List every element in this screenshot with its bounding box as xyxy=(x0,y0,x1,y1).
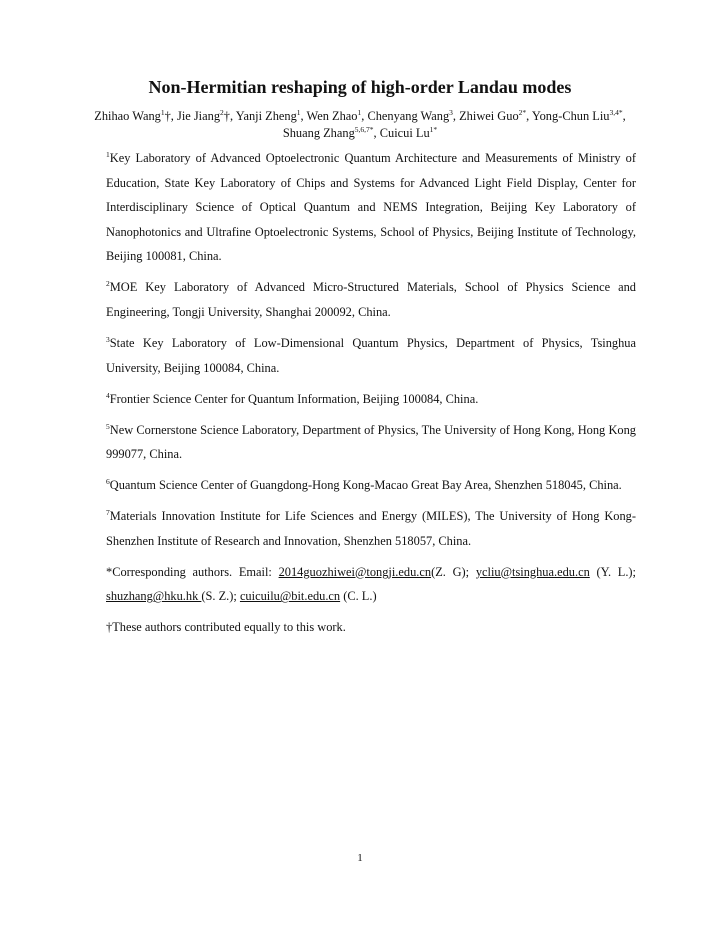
affiliation-5 xyxy=(106,418,636,467)
email-link[interactable]: shuzhang@hku.hk xyxy=(106,589,202,604)
author-separator: , xyxy=(373,126,380,140)
author-separator: , xyxy=(622,109,626,123)
affiliation-2 xyxy=(106,275,636,324)
affiliation-1 xyxy=(106,146,636,269)
affiliation-text: State Key Laboratory of Low-Dimensional Quantum Physics, Department of Physics, Tsinghua University, Beijing 100084, China. xyxy=(106,335,636,375)
author-separator: , xyxy=(452,109,460,123)
email-note: (C. L.) xyxy=(340,589,377,604)
author-separator: , xyxy=(526,109,532,123)
author-affiliation-marker: 1 xyxy=(160,107,165,117)
author-separator: , xyxy=(170,109,177,123)
author-list xyxy=(84,108,636,142)
corresponding-prefix: *Corresponding authors. Email: xyxy=(106,564,279,579)
equal-contribution-mark: † xyxy=(223,109,230,123)
author-affiliation-marker: 3,4* xyxy=(609,107,623,117)
equal-contribution-note: †These authors contributed equally to this work. xyxy=(106,620,346,635)
author-separator: , xyxy=(300,109,307,123)
author-name: Yong-Chun Liu xyxy=(531,109,610,123)
author-separator: , xyxy=(361,109,368,123)
author-affiliation-marker: 3 xyxy=(449,107,453,117)
email-note: (Y. L.); xyxy=(589,564,636,579)
email-link[interactable]: 2014guozhiwei@tongji.edu.cn xyxy=(278,564,432,579)
author-affiliation-marker: 5,6,7* xyxy=(354,124,374,134)
affiliation-number: 2 xyxy=(106,279,110,289)
author-name: Wen Zhao xyxy=(306,109,358,123)
author-affiliation-marker: 2 xyxy=(220,107,224,117)
author-name: Chenyang Wang xyxy=(367,109,450,123)
affiliation-text: Frontier Science Center for Quantum Information, Beijing 100084, China. xyxy=(109,391,479,406)
paper-title: Non-Hermitian reshaping of high-order Landau modes xyxy=(148,77,572,97)
author-affiliation-marker: 1 xyxy=(296,107,301,117)
affiliation-text: Materials Innovation Institute for Life Sciences and Energy (MILES), The University of Hong Kong-Shenzhen Institute of Research and Innovation, Shenzhen 518057, China. xyxy=(106,509,636,548)
author-affiliation-marker: 2* xyxy=(518,107,527,117)
email-link[interactable]: cuicuilu@bit.edu.cn xyxy=(239,589,341,604)
email-link[interactable]: ycliu@tsinghua.edu.cn xyxy=(475,564,590,579)
email-note: (S. Z.); xyxy=(201,589,240,604)
email-note: (Z. G); xyxy=(431,564,476,579)
author-name: Zhihao Wang xyxy=(94,109,161,123)
corresponding-authors xyxy=(106,560,636,609)
author-separator: , xyxy=(229,109,236,123)
affiliation-number: 1 xyxy=(106,149,110,159)
affiliation-number: 6 xyxy=(106,476,110,486)
affiliation-6 xyxy=(106,473,636,498)
author-affiliation-marker: 1 xyxy=(357,107,362,117)
author-name: Cuicui Lu xyxy=(379,126,430,140)
affiliation-7 xyxy=(106,504,636,553)
affiliation-number: 7 xyxy=(106,507,110,517)
affiliation-4 xyxy=(106,387,636,412)
equal-contribution-mark: † xyxy=(164,109,171,123)
affiliation-text: MOE Key Laboratory of Advanced Micro-Structured Materials, School of Physics Science and Engineering, Tongji University, Shanghai 200092, China. xyxy=(106,280,636,319)
page-number: 1 xyxy=(357,852,363,864)
author-name: Jie Jiang xyxy=(177,109,221,123)
affiliation-number: 5 xyxy=(106,421,110,431)
affiliation-number: 3 xyxy=(106,334,110,344)
affiliation-text: Quantum Science Center of Guangdong-Hong Kong-Macao Great Bay Area, Shenzhen 518045, China. xyxy=(109,478,622,493)
author-affiliation-marker: 1* xyxy=(429,124,438,134)
affiliation-3 xyxy=(106,331,636,380)
affiliation-text: New Cornerstone Science Laboratory, Department of Physics, The University of Hong Kong, Hong Kong 999077, China. xyxy=(106,422,636,462)
affiliation-list xyxy=(106,146,636,553)
affiliation-number: 4 xyxy=(106,390,110,400)
author-name: Yanji Zheng xyxy=(235,109,297,123)
affiliations xyxy=(106,146,636,646)
author-name: Shuang Zhang xyxy=(282,126,355,140)
author-name: Zhiwei Guo xyxy=(459,109,519,123)
affiliation-text: Key Laboratory of Advanced Optoelectronic Quantum Architecture and Measurements of Ministry of Education, State Key Laboratory of Chips and Systems for Advanced Light Field Display, Center for Interdisciplinary Science of Optical Quantum and NEMS Integration, Beijing Key Laboratory of Nanophotonics and Ultrafine Optoelectronic Systems, School of Physics, Beijing Institute of Technology, Beijing 100081, China. xyxy=(106,151,636,264)
